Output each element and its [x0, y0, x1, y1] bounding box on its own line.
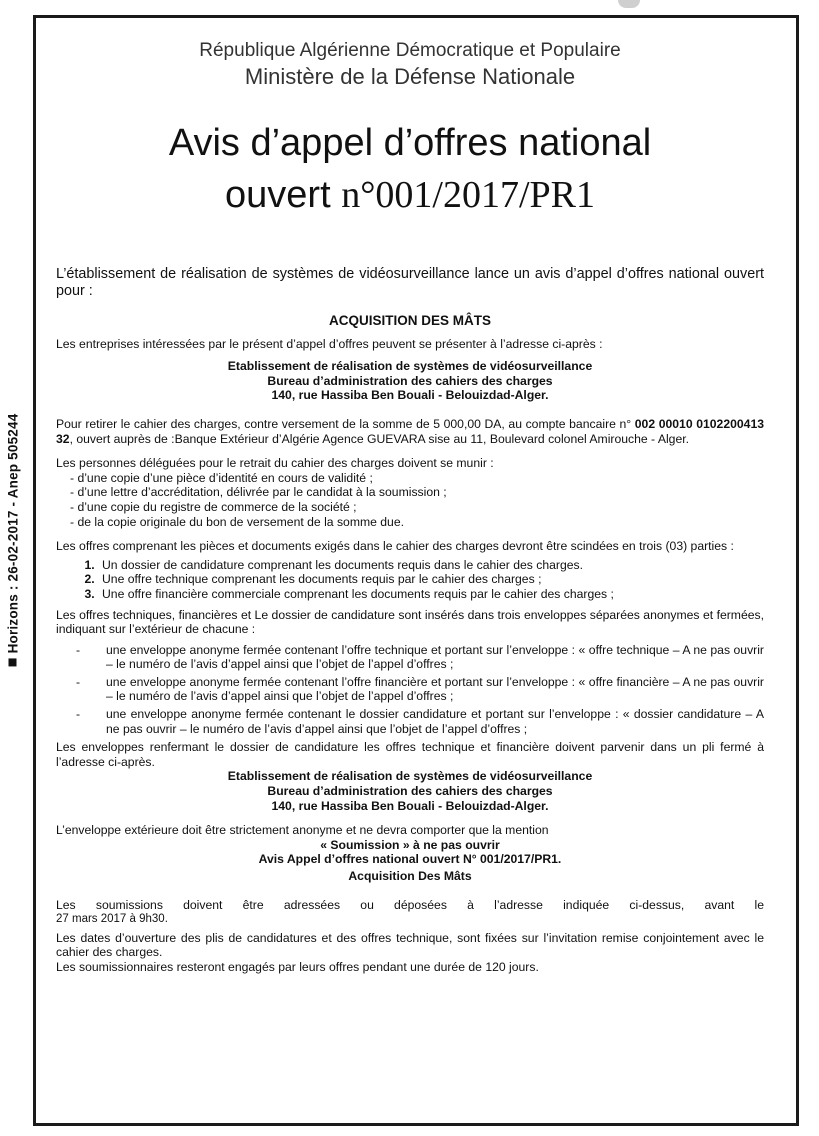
- notice-body: [56, 266, 764, 975]
- offer-part-item: 2. Une offre technique comprenant les documents requis par le cahier des charges ;: [98, 572, 764, 587]
- republic-header: République Algérienne Démocratique et Populaire: [199, 40, 621, 61]
- delegates-intro: Les personnes déléguées pour le retrait du cahier des charges doivent se munir :: [56, 456, 494, 471]
- mention-intro: L’enveloppe extérieure doit être strictement anonyme et ne devra comporter que la mention: [56, 823, 549, 838]
- offer-part-item: 1. Un dossier de candidature comprenant les documents requis dans le cahier des charges.: [98, 558, 764, 573]
- envelopes-list: [56, 643, 764, 737]
- address2-line2: Bureau d’administration des cahiers des charges: [267, 784, 553, 799]
- dash-bullet: -: [76, 674, 81, 689]
- deadline-line1: Les soumissions doivent être adressées ou déposées à l’adresse indiquée ci-dessus, avant le: [56, 897, 764, 912]
- offer-part-item: 3. Une offre financière commerciale comprenant les documents requis par le cahier des charges ;: [98, 587, 764, 602]
- envelope-item: [56, 675, 764, 704]
- delegates-item: - d’une copie d’une pièce d’identité en cours de validité ;: [70, 470, 373, 485]
- envelope-item-text: une enveloppe anonyme fermée contenant l’offre financière et portant sur l’enveloppe : « offre financière – A ne pas ouvrir – le numéro de l’avis d’appel ainsi que l’objet de l’appel d’offres ;: [106, 674, 764, 704]
- validity-paragraph: Les soumissionnaires resteront engagés par leurs offres pendant une durée de 120 jours.: [56, 959, 539, 974]
- address1-line3: 140, rue Hassiba Ben Bouali - Belouizdad-Alger.: [271, 388, 549, 403]
- delivery-paragraph: Les enveloppes renfermant le dossier de candidature les offres technique et financière doivent parvenir dans un pli fermé à l’adresse ci-après.: [56, 740, 764, 769]
- offers-intro: Les offres comprenant les pièces et documents exigés dans le cahier des charges devront être scindées en trois (03) parties :: [56, 539, 734, 554]
- mention-line3: Acquisition Des Mâts: [348, 869, 472, 883]
- ministry-header: Ministère de la Défense Nationale: [244, 64, 576, 89]
- notice-title-line2: [56, 173, 764, 217]
- opening-paragraph: Les dates d’ouverture des plis de candidatures et des offres technique, sont fixées sur l’invitation remise conjointement avec le cahier des charges.: [56, 930, 764, 960]
- dash-bullet: -: [76, 642, 81, 657]
- notice-title-prefix: ouvert: [225, 174, 342, 216]
- dash-bullet: -: [76, 707, 81, 722]
- address2-line3: 140, rue Hassiba Ben Bouali - Belouizdad-Alger.: [271, 798, 549, 813]
- payment-text-1: Pour retirer le cahier des charges, contre versement de la somme de 5 000,00 DA, au compte bancaire n°: [56, 416, 635, 431]
- notice-frame: [33, 15, 799, 1126]
- delegates-item: - de la copie originale du bon de versement de la somme due.: [70, 514, 405, 529]
- object-title: ACQUISITION DES MÂTS: [328, 313, 491, 328]
- mention-line1: « Soumission » à ne pas ouvrir: [320, 837, 500, 852]
- address1-line1: Etablissement de réalisation de systèmes de vidéosurveillance: [227, 359, 593, 374]
- payment-text-2: , ouvert auprès de :Banque Extérieur d’Algérie Agence GUEVARA sise au 11, Boulevard colonel Amirouche - Alger.: [69, 431, 689, 446]
- payment-paragraph: [56, 417, 764, 446]
- envelope-item: [56, 707, 764, 736]
- mention-line2: Avis Appel d’offres national ouvert N° 001/2017/PR1.: [258, 852, 562, 867]
- address1-line2: Bureau d’administration des cahiers des charges: [267, 373, 553, 388]
- offer-parts-list: [56, 558, 764, 602]
- address2-line1: Etablissement de réalisation de systèmes de vidéosurveillance: [227, 769, 593, 784]
- square-bullet-icon: [9, 658, 17, 666]
- delegates-item: - d’une lettre d’accréditation, délivrée par le candidat à la soumission ;: [70, 485, 447, 500]
- envelope-item-text: une enveloppe anonyme fermée contenant l’offre technique et portant sur l’enveloppe : « offre technique – A ne pas ouvrir – le numéro de l’avis d’appel ainsi que l’objet de l’appel d’offres ;: [106, 642, 764, 672]
- bank-account-number: 002 00010 0102200413 32: [56, 416, 764, 446]
- notice-title-line1: Avis d’appel d’offres national: [168, 122, 652, 164]
- delegates-item: - d’une copie du registre de commerce de la société ;: [70, 499, 357, 514]
- scan-artifact: [618, 0, 640, 8]
- publication-reference-text: Horizons : 26-02-2017 - Anep 505244: [5, 413, 21, 654]
- presentation-paragraph: Les entreprises intéressées par le présent d’appel d’offres peuvent se présenter à l’adresse ci-après :: [56, 336, 603, 351]
- deadline-line2: 27 mars 2017 à 9h30.: [56, 913, 168, 926]
- publication-strip: [0, 0, 26, 1136]
- intro-paragraph: L’établissement de réalisation de systèmes de vidéosurveillance lance un avis d’appel d’offres national ouvert pour :: [56, 266, 764, 299]
- publication-reference: [6, 414, 21, 667]
- envelope-item: [56, 643, 764, 672]
- envelope-item-text: une enveloppe anonyme fermée contenant le dossier candidature et portant sur l’enveloppe : « dossier candidature – A ne pas ouvrir – le numéro de l’avis d’appel ainsi que l’objet de l’appel d’offres ;: [106, 707, 764, 736]
- notice-number: n°001/2017/PR1: [341, 174, 595, 216]
- envelopes-intro: Les offres techniques, financières et Le dossier de candidature sont insérés dans trois enveloppes séparées anonymes et fermées, indiquant sur l’extérieur de chacune :: [56, 607, 764, 637]
